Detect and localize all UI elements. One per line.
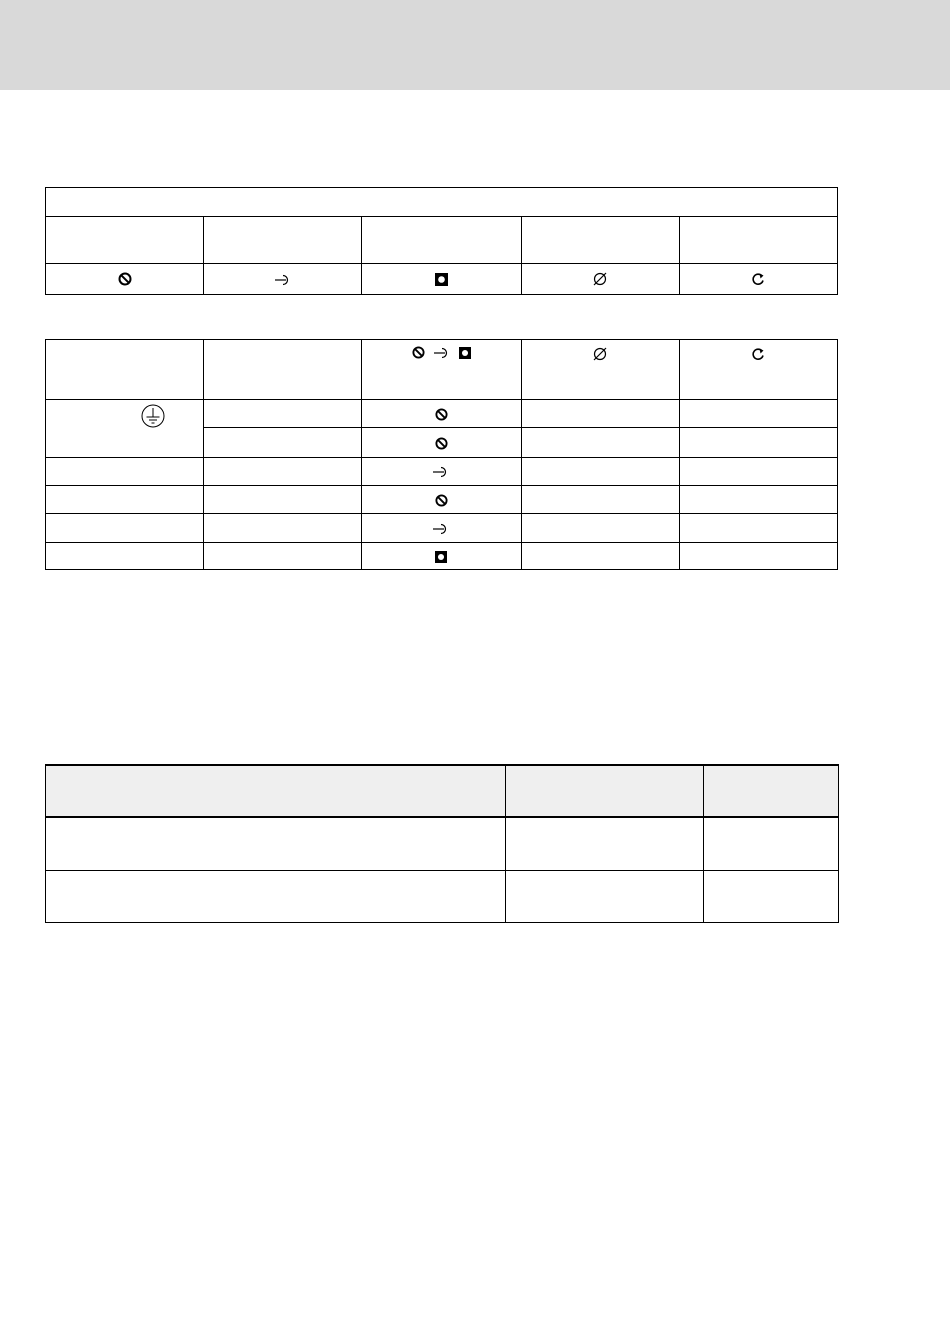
matrix-cell xyxy=(204,400,362,428)
matrix-header-cell xyxy=(679,340,837,400)
legend-header-cell xyxy=(46,217,204,264)
matrix-cell xyxy=(204,514,362,543)
symbol-matrix-table xyxy=(45,339,838,570)
matrix-cell xyxy=(362,428,521,458)
square-dot-icon xyxy=(435,551,447,563)
matrix-cell xyxy=(679,428,837,458)
symbol-legend-table xyxy=(45,187,838,295)
spec-cell xyxy=(46,817,506,870)
matrix-row-label xyxy=(46,458,204,486)
legend-header-cell xyxy=(204,217,362,264)
matrix-cell xyxy=(679,514,837,543)
spec-header-cell xyxy=(46,765,506,817)
diameter-icon xyxy=(592,346,608,362)
arrow-hook-icon xyxy=(432,466,450,478)
legend-header-cell xyxy=(521,217,679,264)
matrix-cell xyxy=(521,458,679,486)
rotate-icon xyxy=(751,347,765,361)
legend-title-cell xyxy=(46,188,838,217)
matrix-cell xyxy=(521,543,679,570)
rotate-icon xyxy=(751,272,765,286)
matrix-cell xyxy=(204,428,362,458)
matrix-cell xyxy=(521,400,679,428)
square-dot-icon xyxy=(459,347,471,359)
arrow-hook-icon xyxy=(274,274,292,286)
protective-earth-icon xyxy=(141,404,165,433)
matrix-cell xyxy=(204,486,362,514)
matrix-header-cell xyxy=(362,340,521,400)
no-entry-icon xyxy=(435,408,448,421)
page-header-band xyxy=(0,0,950,90)
no-entry-icon xyxy=(435,494,448,507)
matrix-cell xyxy=(679,486,837,514)
legend-symbol-cell xyxy=(362,264,521,295)
matrix-cell xyxy=(204,543,362,570)
no-entry-icon xyxy=(118,272,132,286)
spec-cell xyxy=(506,870,704,922)
matrix-cell xyxy=(362,486,521,514)
table-row xyxy=(46,458,838,486)
matrix-cell xyxy=(204,458,362,486)
table-row xyxy=(46,486,838,514)
no-entry-icon xyxy=(412,346,425,359)
matrix-cell xyxy=(362,543,521,570)
table-row xyxy=(46,514,838,543)
square-dot-icon xyxy=(435,273,448,286)
matrix-header-cell xyxy=(521,340,679,400)
matrix-cell xyxy=(679,400,837,428)
spec-header-cell xyxy=(704,765,839,817)
matrix-row-label xyxy=(46,486,204,514)
matrix-cell xyxy=(362,514,521,543)
no-entry-icon xyxy=(435,437,448,450)
legend-symbol-cell xyxy=(204,264,362,295)
legend-header-cell xyxy=(362,217,521,264)
matrix-cell xyxy=(679,458,837,486)
legend-header-cell xyxy=(679,217,837,264)
matrix-cell xyxy=(521,428,679,458)
arrow-hook-icon xyxy=(433,347,451,359)
matrix-header-cell xyxy=(204,340,362,400)
spec-cell xyxy=(46,870,506,922)
spec-cell xyxy=(506,817,704,870)
spec-table xyxy=(45,764,839,923)
table-row xyxy=(46,870,839,922)
matrix-cell xyxy=(521,514,679,543)
matrix-row-label xyxy=(46,400,204,458)
matrix-cell xyxy=(362,458,521,486)
spec-cell xyxy=(704,870,839,922)
table-row xyxy=(46,543,838,570)
spec-cell xyxy=(704,817,839,870)
matrix-cell xyxy=(679,543,837,570)
legend-symbol-cell xyxy=(46,264,204,295)
legend-symbol-cell xyxy=(679,264,837,295)
diameter-icon xyxy=(592,271,608,287)
arrow-hook-icon xyxy=(432,523,450,535)
matrix-row-label xyxy=(46,514,204,543)
table-row xyxy=(46,817,839,870)
matrix-cell xyxy=(521,486,679,514)
matrix-header-cell xyxy=(46,340,204,400)
spec-header-cell xyxy=(506,765,704,817)
matrix-cell xyxy=(362,400,521,428)
matrix-row-label xyxy=(46,543,204,570)
legend-symbol-cell xyxy=(521,264,679,295)
